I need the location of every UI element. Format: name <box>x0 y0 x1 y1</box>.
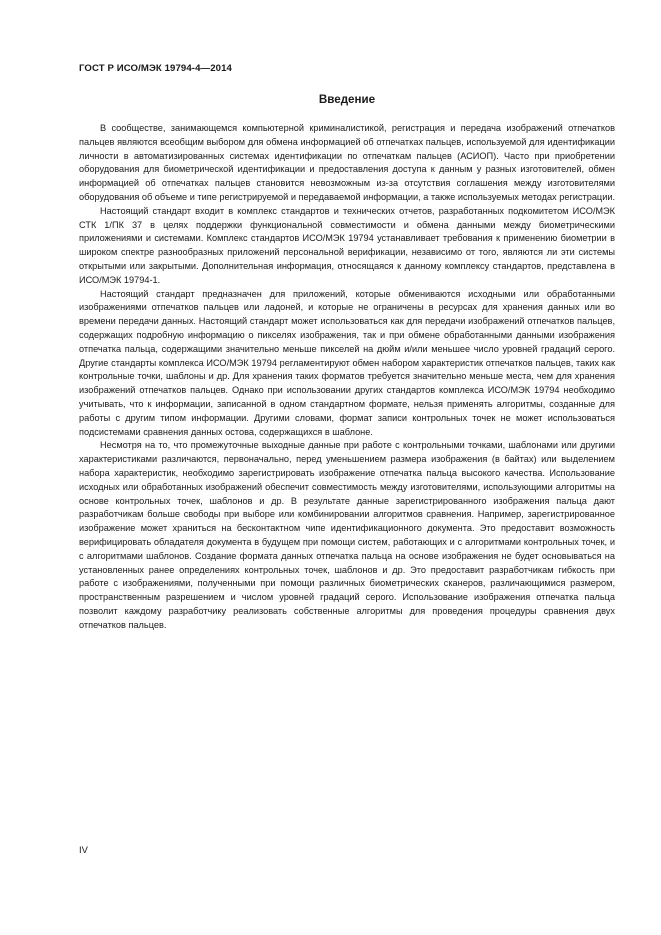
paragraph: Несмотря на то, что промежуточные выходные данные при работе с контрольными точками, шаблонами или другими характеристиками различаются, первоначально, перед уменьшением размера изображения (в байтах) или выделением набора характеристик, необходимо зарегистрировать изображение отпечатка пальца высокого качества. Использование исходных или обработанных изображений обеспечит совместимость между изготовителями, использующими алгоритмы на основе контрольных точек, шаблонов и др. В результате данные зарегистрированного изображения пальца дают разработчикам больше свободы при выборе или комбинировании алгоритмов сравнения. Например, зарегистрированное изображение может храниться на бесконтактном чипе идентификационного документа. Это предоставит возможность верифицировать обладателя документа в будущем при помощи систем, работающих и с алгоритмами контрольных точек, и с алгоритмами шаблонов. Создание формата данных отпечатка пальца на основе изображения не будет основываться на установленных ранее определениях контрольных точек, шаблонов и др. Это предоставит разработчикам гибкость при работе с изображениями, полученными при помощи различных биометрических сканеров, различающимися размером, пространственным разрешением и числом уровней градаций серого. Использование изображения отпечатка пальца позволит каждому разработчику реализовать собственные алгоритмы для проведения процедуры сравнения двух отпечатков пальцев. <box>79 440 615 630</box>
section-title: Введение <box>318 93 376 106</box>
paragraph: Настоящий стандарт предназначен для приложений, которые обмениваются исходными или обработанными изображениями отпечатков пальцев или ладоней, и которые не ограничены в ресурсах для хранения данных или во времени передачи данных. Настоящий стандарт может использоваться как для передачи изображений отпечатков пальцев, содержащих подробную информацию о пикселях изображения, так и при обмене обработанными данными изображения отпечатка пальца, содержащими значительно меньше пикселей на дюйм и/или меньшее число уровней градаций серого. Другие стандарты комплекса ИСО/МЭК 19794 регламентируют обмен набором характеристик отпечатков пальцев, таких как контрольные точки, шаблоны и др. Для хранения таких форматов требуется значительно меньше места, чем для хранения изображений отпечатков пальцев. Однако при использовании других стандартов комплекса ИСО/МЭК 19794 необходимо учитывать, что к информации, записанной в одном стандартном формате, нельзя применять алгоритмы, созданные для работы с другим типом информации. Другими словами, формат записи контрольных точек не может использоваться подсистемами сравнения данных остова, содержащихся в шаблоне. <box>79 288 615 437</box>
body-text <box>79 122 615 632</box>
paragraph: В сообществе, занимающемся компьютерной криминалистикой, регистрация и передача изображений отпечатков пальцев являются всеобщим выбором для обмена информацией об отпечатках пальцев, используемой для идентификации личности в автоматизированных системах идентификации по отпечаткам пальцев (АСИОП). Часто при приобретении оборудования для биометрической идентификации и предоставления доступа к данным у разных изготовителей, обмен информацией об отпечатках пальцев становится невозможным из-за отсутствия соглашения между изготовителями оборудования об объеме и типе регистрируемой и передаваемой информации, а также используемых методах регистрации. <box>79 123 616 202</box>
page-number: IV <box>79 844 88 855</box>
document-code-header: ГОСТ Р ИСО/МЭК 19794-4—2014 <box>79 63 232 74</box>
paragraph: Настоящий стандарт входит в комплекс стандартов и технических отчетов, разработанных подкомитетом ИСО/МЭК СТК 1/ПК 37 в целях поддержки функциональной совместимости и обмена данными между биометрическими приложениями и системами. Комплекс стандартов ИСО/МЭК 19794 устанавливает требования к применению биометрии в широком спектре разнообразных приложений персональной верификации, независимо от того, являются ли эти системы открытыми или закрытыми. Дополнительная информация, относящаяся к данному комплексу стандартов, представлена в ИСО/МЭК 19794-1. <box>79 205 615 285</box>
